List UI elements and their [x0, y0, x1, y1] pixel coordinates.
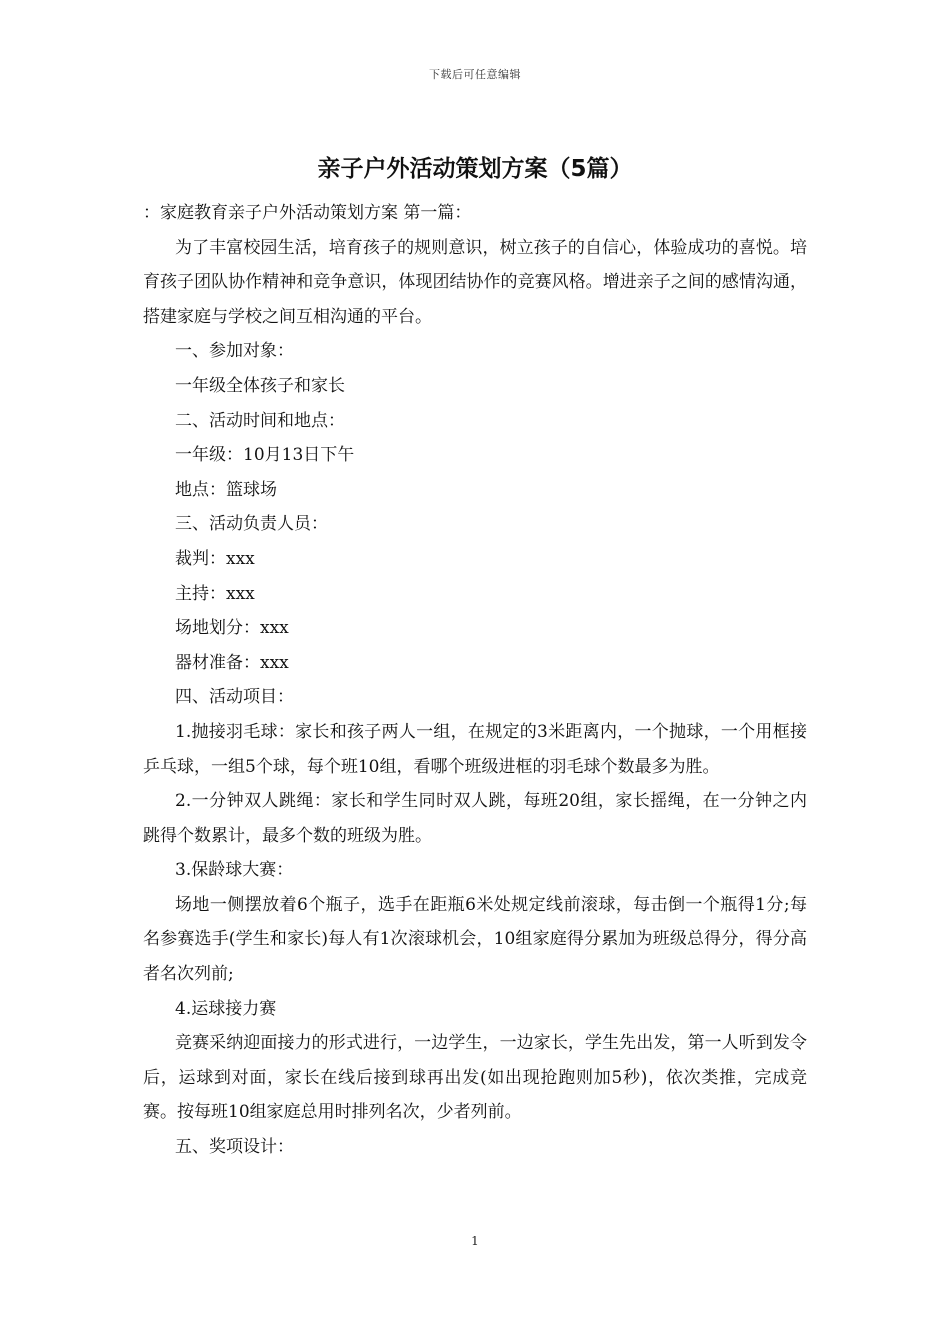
staff-equipment: 器材准备：xxx [175, 652, 289, 673]
staff-referee: 裁判：xxx [175, 548, 255, 569]
heading-participants: 一、参加对象： [175, 341, 294, 362]
activity-jump-rope: 2.一分钟双人跳绳：家长和学生同时双人跳，每班20组，家长摇绳，在一分钟之内跳得个数累计，最多个数的班级为胜。 [143, 791, 807, 846]
staff-host: 主持：xxx [175, 583, 255, 604]
activity-relay-text: 竞赛采纳迎面接力的形式进行，一边学生，一边家长，学生先出发，第一人听到发令后，运球到对面，家长在线后接到球再出发(如出现抢跑则加5秒)，依次类推，完成竞赛。按每班10组家庭总用时排列名次，少者列前。 [143, 1033, 807, 1123]
activity-badminton: 1.抛接羽毛球：家长和孩子两人一组，在规定的3米距离内，一个抛球，一个用框接乒乓球，一组5个球，每个班10组，看哪个班级进框的羽毛球个数最多为胜。 [143, 721, 807, 777]
document-body [143, 196, 807, 1165]
heading-activities: 四、活动项目： [175, 687, 294, 708]
staff-venue: 场地划分：xxx [175, 618, 289, 639]
document-title: 亲子户外活动策划方案（5篇） [317, 156, 633, 182]
heading-awards: 五、奖项设计： [175, 1137, 294, 1158]
activity-relay-heading: 4.运球接力赛 [175, 998, 277, 1019]
activity-bowling-heading: 3.保龄球大赛： [175, 860, 294, 881]
place-text: 地点：篮球场 [175, 479, 277, 500]
heading-time-place: 二、活动时间和地点： [175, 410, 345, 431]
participants-text: 一年级全体孩子和家长 [175, 375, 345, 396]
time-text: 一年级：10月13日下午 [175, 445, 355, 466]
activity-bowling-text: 场地一侧摆放着6个瓶子，选手在距瓶6米处规定线前滚球，每击倒一个瓶得1分;每名参赛选手(学生和家长)每人有1次滚球机会，10组家庭得分累加为班级总得分，得分高者名次列前; [143, 894, 807, 985]
page-number: 1 [471, 1234, 479, 1248]
page-header-note: 下载后可任意编辑 [429, 68, 521, 81]
heading-staff: 三、活动负责人员： [175, 514, 328, 535]
section-heading-part-one: ：家庭教育亲子户外活动策划方案 第一篇： [143, 203, 472, 223]
intro-paragraph: 为了丰富校园生活，培育孩子的规则意识，树立孩子的自信心，体验成功的喜悦。培育孩子团队协作精神和竞争意识，体现团结协作的竞赛风格。增进亲子之间的感情沟通，搭建家庭与学校之间互相沟通的平台。 [143, 237, 807, 327]
